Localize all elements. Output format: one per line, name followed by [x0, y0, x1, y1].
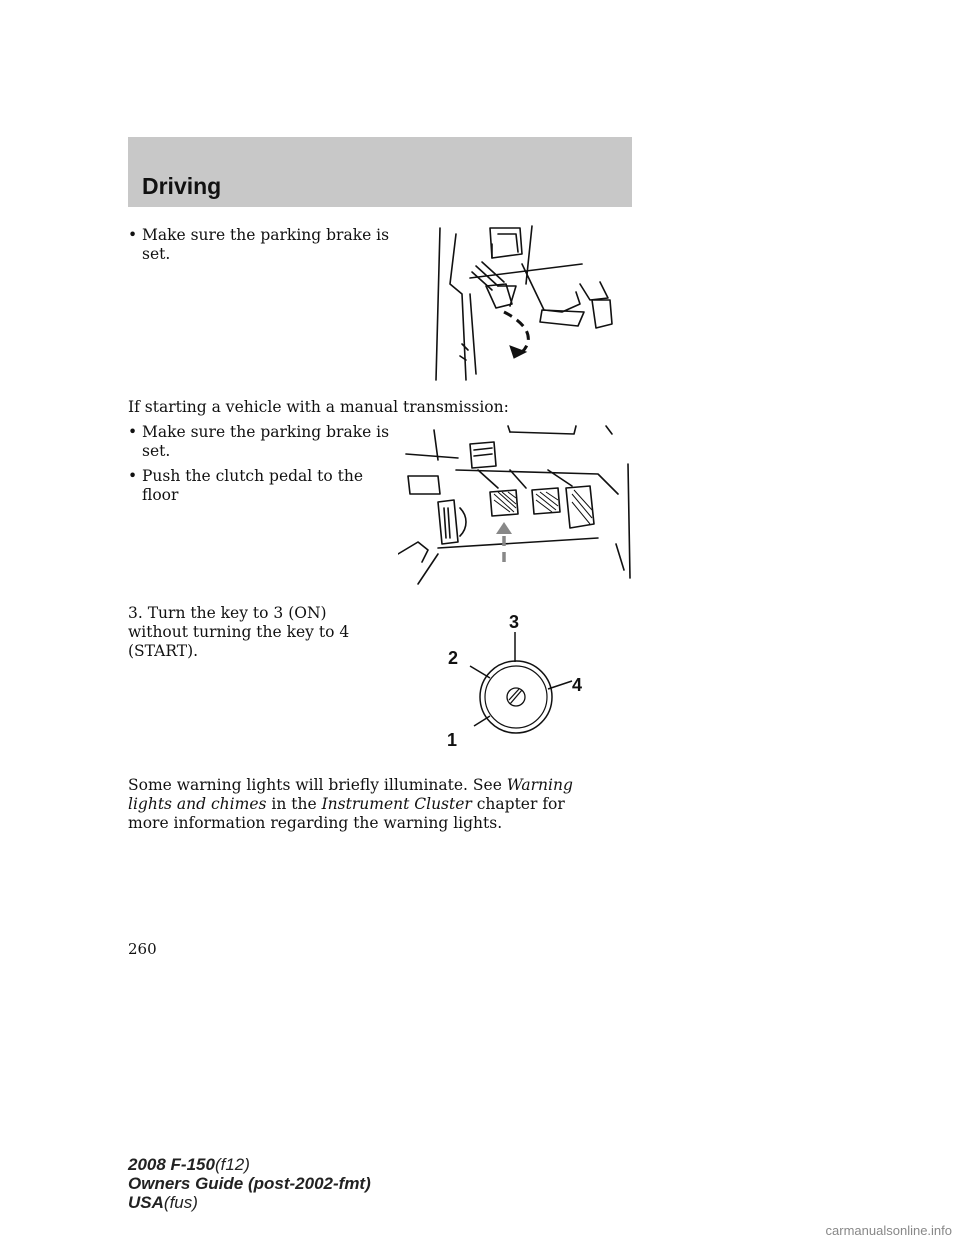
warning-text-mid: in the: [266, 795, 322, 813]
warning-text-lead: Some warning lights will briefly illuminate. See: [128, 776, 507, 794]
warning-lights-reference: Warning lights and chimes: [128, 776, 573, 813]
bullet-text: Push the clutch pedal to the floor: [142, 467, 364, 504]
page-number: 260: [128, 940, 157, 958]
bullet-marker: •: [128, 467, 138, 485]
clutch-pedal-illustration: [398, 424, 632, 586]
manual-transmission-intro: If starting a vehicle with a manual transmission:: [128, 398, 509, 416]
ignition-label-4: 4: [572, 675, 582, 695]
ignition-label-1: 1: [447, 730, 458, 750]
ignition-switch-illustration: [432, 604, 582, 754]
footer-line-1: 2008 F-150(f12): [128, 1155, 250, 1174]
bullet-marker: •: [128, 226, 138, 244]
bullet-text: Make sure the parking brake is set.: [142, 226, 390, 263]
bullet-clutch-pedal: [128, 467, 398, 504]
warning-lights-paragraph: [128, 776, 598, 833]
chapter-header-band: [128, 137, 632, 207]
ignition-label-3: 3: [509, 612, 520, 632]
instrument-cluster-reference: Instrument Cluster: [321, 795, 472, 813]
document-footer: [128, 1155, 371, 1212]
ignition-label-2: 2: [448, 648, 459, 668]
site-watermark: carmanualsonline.info: [825, 1223, 952, 1238]
bullet-marker: •: [128, 423, 138, 441]
step-3-instruction: 3. Turn the key to 3 (ON) without turning the key to 4 (START).: [128, 604, 350, 660]
footer-line-2: Owners Guide (post-2002-fmt): [128, 1174, 371, 1193]
bullet-text: Make sure the parking brake is set.: [142, 423, 390, 460]
warning-text-tail: chapter for more information regarding the warning lights.: [128, 795, 565, 832]
parking-brake-illustration: [432, 224, 632, 384]
chapter-title: Driving: [142, 173, 222, 199]
bullet-parking-brake-1: [128, 226, 398, 266]
bullet-parking-brake-2: [128, 423, 398, 463]
footer-line-3: USA(fus): [128, 1193, 198, 1212]
